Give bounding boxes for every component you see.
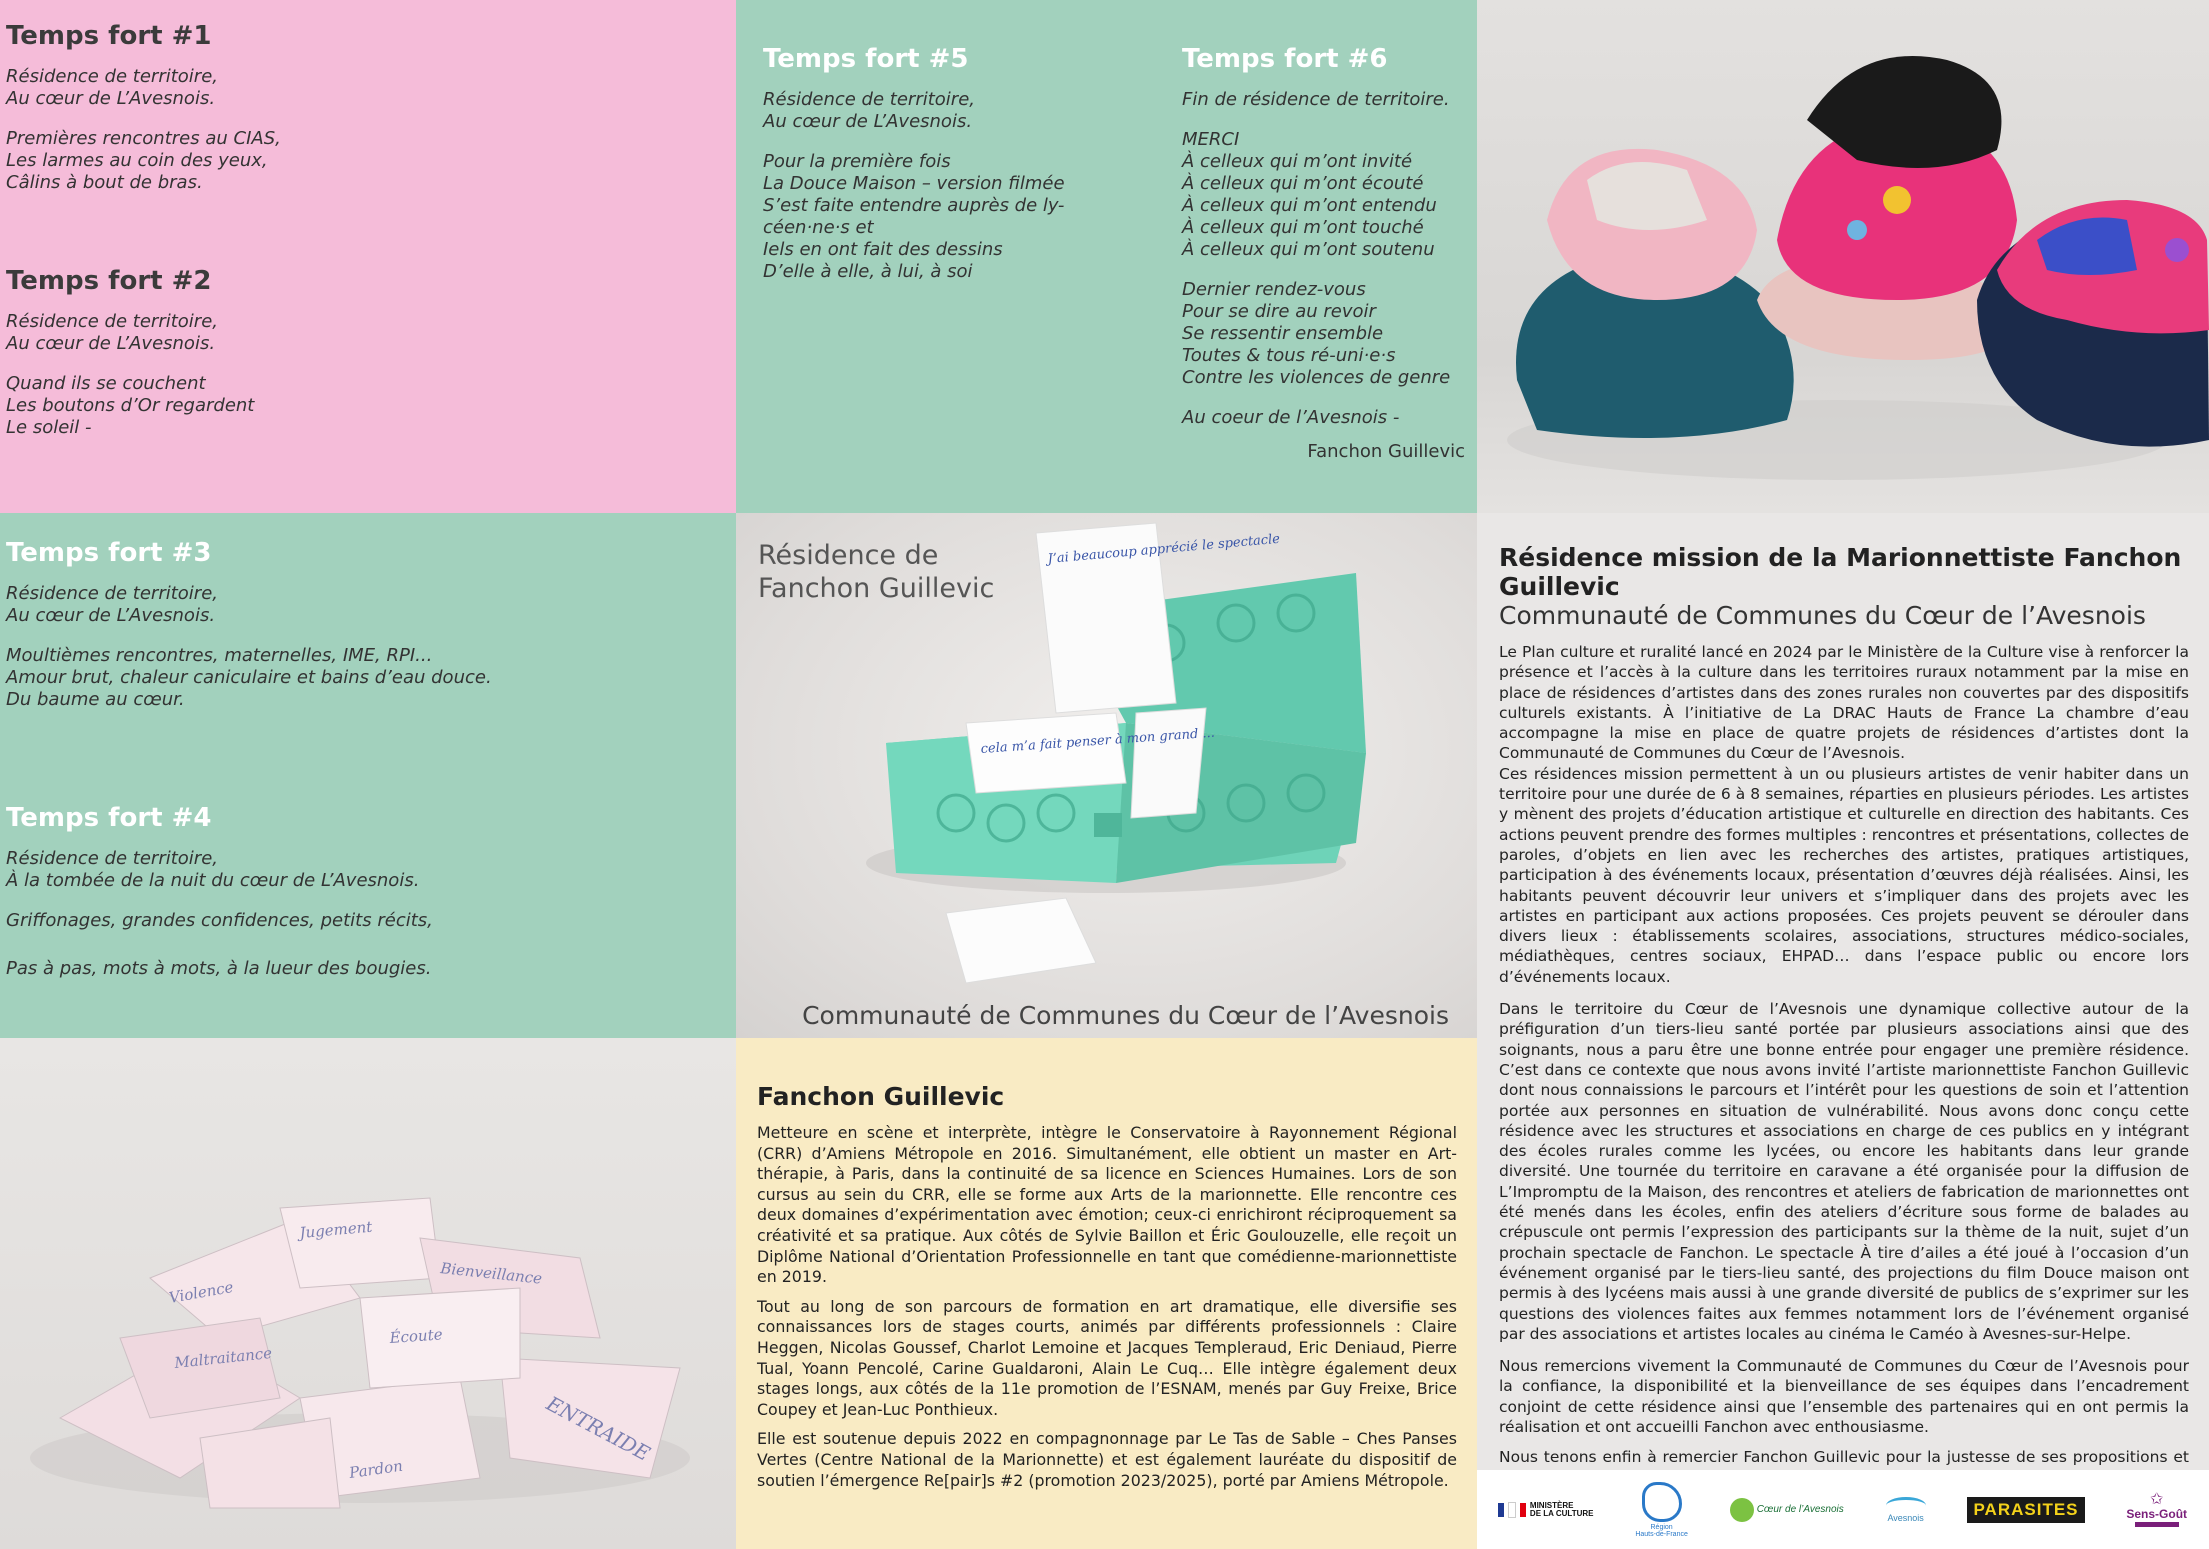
temps-fort-4-title: Temps fort #4 bbox=[6, 803, 212, 833]
temps-fort-4 bbox=[6, 802, 433, 998]
photo-box-cover bbox=[736, 513, 1477, 1038]
temps-fort-1-intro: Résidence de territoire, Au cœur de L’Avesnois. bbox=[6, 66, 218, 109]
temps-fort-6-intro: Fin de résidence de territoire. bbox=[1182, 89, 1450, 110]
temps-fort-6-farewell: Dernier rendez-vous Pour se dire au revoir Se ressentir ensemble Toutes & tous ré-uni·e·s Contre les violences de genre bbox=[1182, 279, 1451, 388]
temps-fort-6-signature: Fanchon Guillevic bbox=[1307, 441, 1465, 462]
panel-bio bbox=[736, 1038, 1477, 1549]
logo-avesnois bbox=[1886, 1497, 1926, 1523]
temps-fort-6-title: Temps fort #6 bbox=[1182, 44, 1388, 74]
bio-title: Fanchon Guillevic bbox=[757, 1082, 1005, 1111]
paper-word-5: Maltraitance bbox=[173, 1343, 273, 1372]
wave-icon bbox=[1886, 1497, 1926, 1514]
temps-fort-2-poem: Quand ils se couchent Les boutons d’Or regardent Le soleil - bbox=[6, 373, 255, 438]
article-paragraph-1: Le Plan culture et ruralité lancé en 2024 par le Ministère de la Culture vise à renforcer la présence et l’accès à la culture dans les territoires ruraux notamment par la mise en place de résidences d’artistes dans des zones rurales non couvertes par des dispositifs culturels existants. À l’initiative de La DRAC Hauts de France La chambre d’eau accompagne la mise en place de quatre projets de résidences d’artistes dont la Communauté de Communes du Cœur de l’Avesnois. Ces résidences mission permettent à un ou plusieurs artistes de venir habiter dans un territoire pour une durée de 6 à 8 semaines, réparties en plusieurs périodes. Les artistes y mènent des projets d’éducation artistique et culturelle en direction des habitants. Ces actions peuvent prendre des formes multiples : rencontres et présentations, collectes de paroles, d’objets en lien avec les recherches des artistes, pratiques artistiques, participation à des événements locaux, présentation d’œuvres déjà réalisées. Ainsi, les habitants peuvent découvrir leur univers et s’impliquer dans des projets avec les artistes en participant aux actions proposées. Ces projets peuvent se dérouler dans divers lieux : établissements scolaires, associations, structures médico-sociales, médiathèques, centres sociaux, EHPAD… dans l’espace public ou encore lors d’événements locaux. bbox=[1499, 643, 2189, 986]
article-title: Résidence mission de la Marionnettiste Fanchon Guillevic bbox=[1499, 543, 2182, 601]
temps-fort-2-intro: Résidence de territoire, Au cœur de L’Avesnois. bbox=[6, 311, 218, 354]
paper-word-7: Écoute bbox=[389, 1325, 444, 1347]
temps-fort-4-closing: Pas à pas, mots à mots, à la lueur des bougies. bbox=[6, 958, 432, 979]
temps-fort-3-poem: Moultièmes rencontres, maternelles, IME, RPI... Amour brut, chaleur caniculaire et bains d’eau douce. Du baume au cœur. bbox=[6, 645, 492, 710]
temps-fort-4-poem: Griffonages, grandes confidences, petits récits, bbox=[6, 910, 433, 931]
temps-fort-5-poem: Pour la première fois La Douce Maison – version filmée S’est faite entendre auprès de ly- céen·ne·s et Iels en ont fait des dessins D’elle à elle, à lui, à soi bbox=[763, 151, 1065, 282]
puppets-illustration bbox=[1477, 0, 2209, 513]
temps-fort-6-merci: MERCI À celleux qui m’ont invité À celleux qui m’ont écouté À celleux qui m’ont entendu À celleux qui m’ont touché À celleux qui m’ont soutenu bbox=[1182, 129, 1437, 260]
paper-word-6: ENTRAIDE bbox=[542, 1391, 655, 1466]
photo-puppets bbox=[1477, 0, 2209, 513]
article-paragraph-4: Nous tenons enfin à remercier Fanchon Guillevic pour la justesse de ses propositions et bbox=[1499, 1448, 2189, 1467]
paper-word-1: Jugement bbox=[298, 1217, 374, 1242]
temps-fort-3-intro: Résidence de territoire, Au cœur de L’Avesnois. bbox=[6, 583, 218, 626]
logo-ministere-culture bbox=[1498, 1502, 1594, 1518]
paper-word-3: Violence bbox=[167, 1277, 235, 1307]
bio-paragraph-1: Metteure en scène et interprète, intègre le Conservatoire à Rayonnement Régional (CRR) d’Amiens Métropole en 2016. Simultanément, elle obtient un master en Art-thérapie, à Paris, dans la continuité de sa licence en Sciences Humaines. Lors de son cursus au sein du CRR, elle se forme aux Arts de la marionnette. Elle rencontre ces deux domaines d’expérimentation avec émotion; ceux-ci enrichiront réciproquement sa créativité et sa pratique. Aux côtés de Sylvie Baillon et Éric Goulouzelle, elle reçoit un Diplôme National d’Orientation Professionnelle en tant que comédienne-marionnettiste en 2019. bbox=[757, 1123, 1457, 1287]
paper-word-2: Bienveillance bbox=[439, 1259, 543, 1288]
logo-parasites-text: PARASITES bbox=[1973, 1499, 2079, 1519]
paper-word-4: Pardon bbox=[348, 1456, 404, 1482]
temps-fort-1 bbox=[6, 20, 281, 212]
logo-region-hauts-de-france bbox=[1635, 1482, 1688, 1538]
logo-parasites bbox=[1967, 1497, 2084, 1523]
temps-fort-2-title: Temps fort #2 bbox=[6, 266, 212, 296]
temps-fort-3 bbox=[6, 537, 492, 729]
cover-title: Résidence de Fanchon Guillevic bbox=[758, 540, 995, 604]
cover-subtitle: Communauté de Communes du Cœur de l’Avesnois bbox=[802, 1001, 1449, 1030]
box-note-1: J’ai beaucoup apprécié le spectacle bbox=[1047, 531, 1281, 567]
article-paragraph-2: Dans le territoire du Cœur de l’Avesnois une dynamique collective autour de la préfiguration d’un tiers-lieu santé portée par plusieurs associations ainsi que des soignants, nous a paru être une bonne entrée pour engager une première résidence. C’est dans ce contexte que nous avons invité l’artiste marionnettiste Fanchon Guillevic dont nous connaissions le parcours et l’intérêt pour les questions de soin et l’attention portée aux personnes en situation de vulnérabilité. Nous avons donc conçu cette résidence avec les structures et associations en charge de ces publics en y intégrant des écoles rurales comme les lycées, ou encore les habitants dans leur grande diversité. Une tournée du territoire en caravane a été organisée pour la diffusion de L’Impromptu de la Maison, des rencontres et ateliers de fabrication de marionnettes ont été menés dans les écoles, enfin des ateliers d’écriture sous forme de balades au crépuscule ont permis l’expression des participants sur la thème de la nuit, sujet d’un prochain spectacle de Fanchon. Le spectacle À tire d’ailes a été joué à l’occasion d’un événement organisé par le tiers-lieu santé, des projections du film Douce maison ont permis à des lycéens mais aussi à une grande diversité de publics de s’exprimer sur les questions des violences faites aux femmes notamment lors de l’événement organisé par des associations et artistes locales au cinéma le Caméo à Avesnes-sur-Helpe. bbox=[1499, 1000, 2189, 1343]
logo-sens-gout bbox=[2126, 1492, 2187, 1527]
temps-fort-5 bbox=[763, 43, 1065, 301]
logo-ccca-text: Cœur de l’Avesnois bbox=[1756, 1503, 1844, 1515]
region-shape-icon bbox=[1642, 1482, 1682, 1522]
logo-sens-gout-text: Sens-Goût bbox=[2126, 1507, 2188, 1521]
leaf-icon bbox=[1730, 1498, 1754, 1522]
article-subtitle: Communauté de Communes du Cœur de l’Avesnois bbox=[1499, 601, 2146, 630]
article-residence bbox=[1477, 513, 2209, 1470]
partner-logos bbox=[1477, 1470, 2208, 1549]
bio-paragraph-3: Elle est soutenue depuis 2022 en compagnonnage par Le Tas de Sable – Ches Panses Vertes (Centre National de la Marionnette) et est également lauréate du dispositif de soutien l’émergence Re[pair]s #2 (promotion 2023/2025), porté par Amiens Métropole. bbox=[757, 1429, 1457, 1490]
temps-fort-5-intro: Résidence de territoire, Au cœur de L’Avesnois. bbox=[763, 89, 975, 132]
logo-region-text: Région Hauts-de-France bbox=[1635, 1523, 1688, 1538]
temps-fort-2 bbox=[6, 265, 254, 457]
temps-fort-1-title: Temps fort #1 bbox=[6, 21, 212, 51]
temps-fort-5-title: Temps fort #5 bbox=[763, 44, 969, 74]
star-icon: ✩ bbox=[2149, 1491, 2164, 1508]
logo-avesnois-text: Avesnois bbox=[1887, 1512, 1924, 1523]
logo-ministere-text: MINISTÈRE DE LA CULTURE bbox=[1529, 1500, 1594, 1518]
panel-temps-fort-1-2 bbox=[0, 0, 736, 513]
temps-fort-6-place: Au coeur de l’Avesnois - bbox=[1182, 407, 1400, 428]
article-paragraph-3: Nous remercions vivement la Communauté de Communes du Cœur de l’Avesnois pour la confiance, la disponibilité et la bienveillance de ses équipes dans l’encadrement conjoint de cette résidence ainsi que l’ensemble des partenaires qui en ont permis la réalisation et ont accueilli Fanchon avec enthousiasme. bbox=[1499, 1357, 2189, 1436]
temps-fort-4-intro: Résidence de territoire, À la tombée de la nuit du cœur de L’Avesnois. bbox=[6, 848, 420, 891]
box-note-2: cela m’a fait penser à mon grand ... bbox=[980, 725, 1216, 757]
papers-illustration bbox=[0, 1038, 736, 1549]
temps-fort-1-poem: Premières rencontres au CIAS, Les larmes au coin des yeux, Câlins à bout de bras. bbox=[6, 128, 281, 193]
photo-papers bbox=[0, 1038, 736, 1549]
temps-fort-6 bbox=[1182, 43, 1465, 481]
logo-coeur-avesnois bbox=[1730, 1498, 1844, 1522]
temps-fort-3-title: Temps fort #3 bbox=[6, 538, 212, 568]
bio-paragraph-2: Tout au long de son parcours de formation en art dramatique, elle diversifie ses connaissances lors de stages courts, animés par différents professionnels : Claire Heggen, Nicolas Goussef, Charlot Lemoine et Jacques Templeraud, Eric Deniaud, Pierre Tual, Yoann Pencolé, Carine Gualdaroni, Alain Le Cuq… Elle intègre également deux stages longs, aux côtés de la 11e promotion de l’ESNAM, menés par Guy Freixe, Brice Coupey et Jean-Luc Ponthieux. bbox=[757, 1296, 1457, 1419]
panel-temps-fort-5-6 bbox=[736, 0, 1477, 513]
panel-temps-fort-3-4 bbox=[0, 513, 736, 1038]
